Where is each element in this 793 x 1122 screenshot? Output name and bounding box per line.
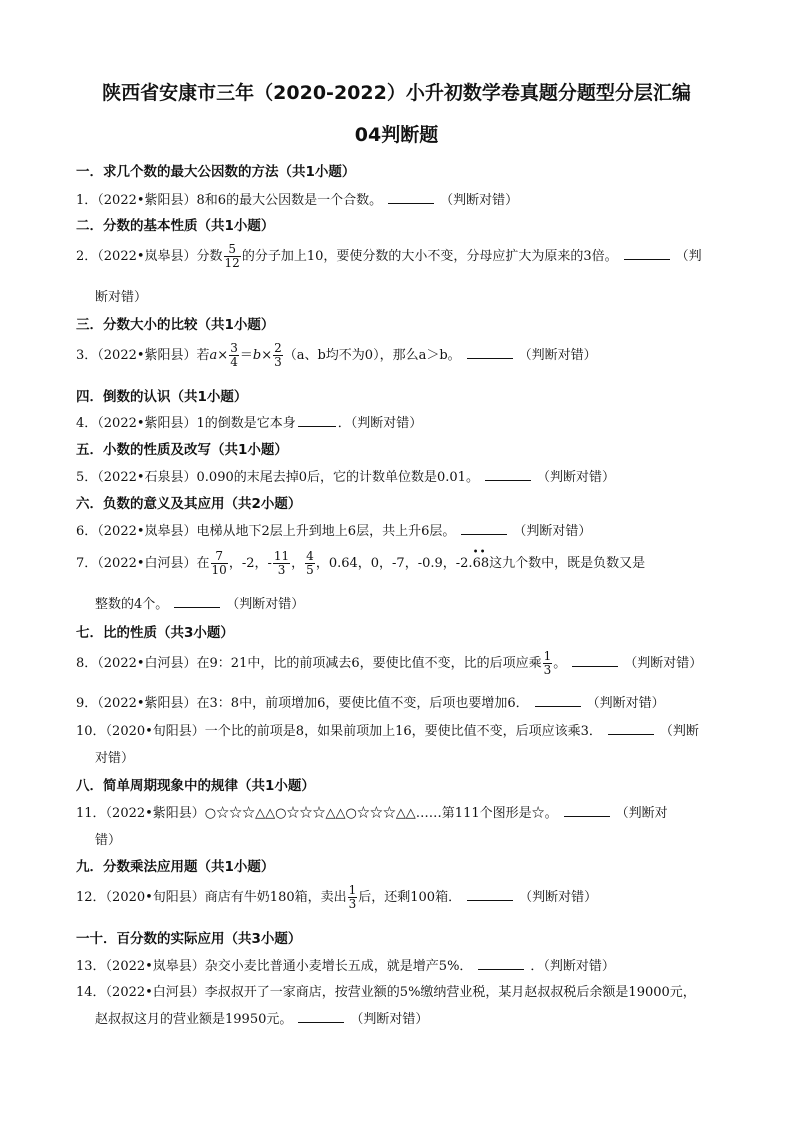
question-2-continued: 断对错） — [95, 290, 148, 305]
answer-blank[interactable] — [388, 191, 434, 204]
question-10-continued: 对错） — [95, 751, 135, 766]
section-heading: 三．分数大小的比较（共1小题） — [76, 317, 275, 333]
question-14-continued: 赵叔叔这月的营业额是19950元。 （判断对错） — [95, 1012, 429, 1027]
answer-blank[interactable] — [174, 595, 220, 608]
section-heading: 一．求几个数的最大公因数的方法（共1小题） — [76, 164, 356, 180]
section-heading: 八．简单周期现象中的规律（共1小题） — [76, 778, 315, 794]
section-heading: 七．比的性质（共3小题） — [76, 625, 234, 641]
answer-blank[interactable] — [485, 468, 531, 481]
question-2: 2．（2022•岚皋县）分数 $\frac{5}{12}$ 的分子加上10，要使分数的大小不变，分母应扩大为原来的3倍。 （判 — [76, 242, 702, 270]
question-1: 1．（2022•紫阳县）8和6的最大公因数是一个合数。 （判断对错） — [76, 193, 519, 208]
question-12: 12．（2020•旬阳县）商店有牛奶180箱，卖出 $\frac{1}{3}$ 后，还剩100箱． （判断对错） — [76, 883, 598, 911]
section-heading: 二．分数的基本性质（共1小题） — [76, 218, 275, 234]
answer-blank[interactable] — [298, 414, 336, 427]
fraction: $\frac{7}{10}$ — [211, 549, 227, 577]
section-heading: 五．小数的性质及改写（共1小题） — [76, 442, 288, 458]
question-7-continued: 整数的4个。 （判断对错） — [95, 597, 305, 612]
question-9: 9．（2022•紫阳县）在3：8中，前项增加6，要使比值不变，后项也要增加6． （判断对错） — [76, 696, 665, 711]
question-7: 7．（2022•白河县）在 $\frac{7}{10}$ ，-2，- $\frac{11}{3}$ ， $\frac{4}{5}$ ，0.64，0，-7，-0.9，-2. • • 68这九个数中，既是负数又是 — [76, 547, 646, 577]
question-11-continued: 错） — [95, 833, 122, 848]
answer-blank[interactable] — [535, 694, 581, 707]
answer-blank[interactable] — [478, 957, 524, 970]
section-heading: 六．负数的意义及其应用（共2小题） — [76, 496, 302, 512]
answer-blank[interactable] — [608, 722, 654, 735]
fraction: $\frac{5}{12}$ — [224, 242, 240, 270]
section-heading: 四．倒数的认识（共1小题） — [76, 389, 248, 405]
repeating-decimal: • • 68 — [472, 547, 490, 571]
section-heading: 一十．百分数的实际应用（共3小题） — [76, 931, 302, 947]
answer-blank[interactable] — [298, 1010, 344, 1023]
document-subtitle: 04判断题 — [354, 124, 439, 146]
answer-blank[interactable] — [572, 654, 618, 667]
answer-blank[interactable] — [467, 888, 513, 901]
fraction: $\frac{4}{5}$ — [306, 549, 314, 577]
question-14: 14．（2022•白河县）李叔叔开了一家商店，按营业额的5%缴纳营业税，某月赵叔叔税后余额是19000元， — [76, 985, 696, 1000]
answer-blank[interactable] — [564, 804, 610, 817]
fraction: $\frac{11}{3}$ — [273, 549, 290, 577]
fraction: $\frac{1}{3}$ — [348, 883, 357, 911]
question-3: 3．（2022•紫阳县）若a× $\frac{3}{4}$ ＝b× $\frac{2}{3}$ （a、b均不为0），那么a＞b。 （判断对错） — [76, 341, 597, 369]
fraction: $\frac{1}{3}$ — [543, 649, 552, 677]
document-title: 陕西省安康市三年（2020-2022）小升初数学卷真题分题型分层汇编 — [102, 82, 691, 104]
answer-blank[interactable] — [624, 247, 670, 260]
question-4: 4．（2022•紫阳县）1的倒数是它本身 ．（判断对错） — [76, 416, 423, 431]
question-10: 10．（2020•旬阳县）一个比的前项是8，如果前项加上16，要使比值不变，后项应该乘3． （判断 — [76, 724, 699, 739]
question-8: 8．（2022•白河县）在9：21中，比的前项减去6，要使比值不变，比的后项应乘 $\frac{1}{3}$ 。 （判断对错） — [76, 649, 703, 677]
question-6: 6．（2022•岚皋县）电梯从地下2层上升到地上6层，共上升6层。 （判断对错） — [76, 524, 592, 539]
question-13: 13．（2022•岚皋县）杂交小麦比普通小麦增长五成，就是增产5%． ．（判断对错） — [76, 959, 615, 974]
answer-blank[interactable] — [467, 346, 513, 359]
answer-blank[interactable] — [461, 522, 507, 535]
fraction: $\frac{2}{3}$ — [274, 341, 282, 369]
question-5: 5．（2022•石泉县）0.090的末尾去掉0后，它的计数单位数是0.01。 （判断对错） — [76, 470, 615, 485]
question-11: 11．（2022•紫阳县）○☆☆☆△△○☆☆☆△△○☆☆☆△△……第111个图形是☆。 （判断对 — [76, 806, 668, 821]
fraction: $\frac{3}{4}$ — [230, 341, 238, 369]
section-heading: 九．分数乘法应用题（共1小题） — [76, 859, 275, 875]
